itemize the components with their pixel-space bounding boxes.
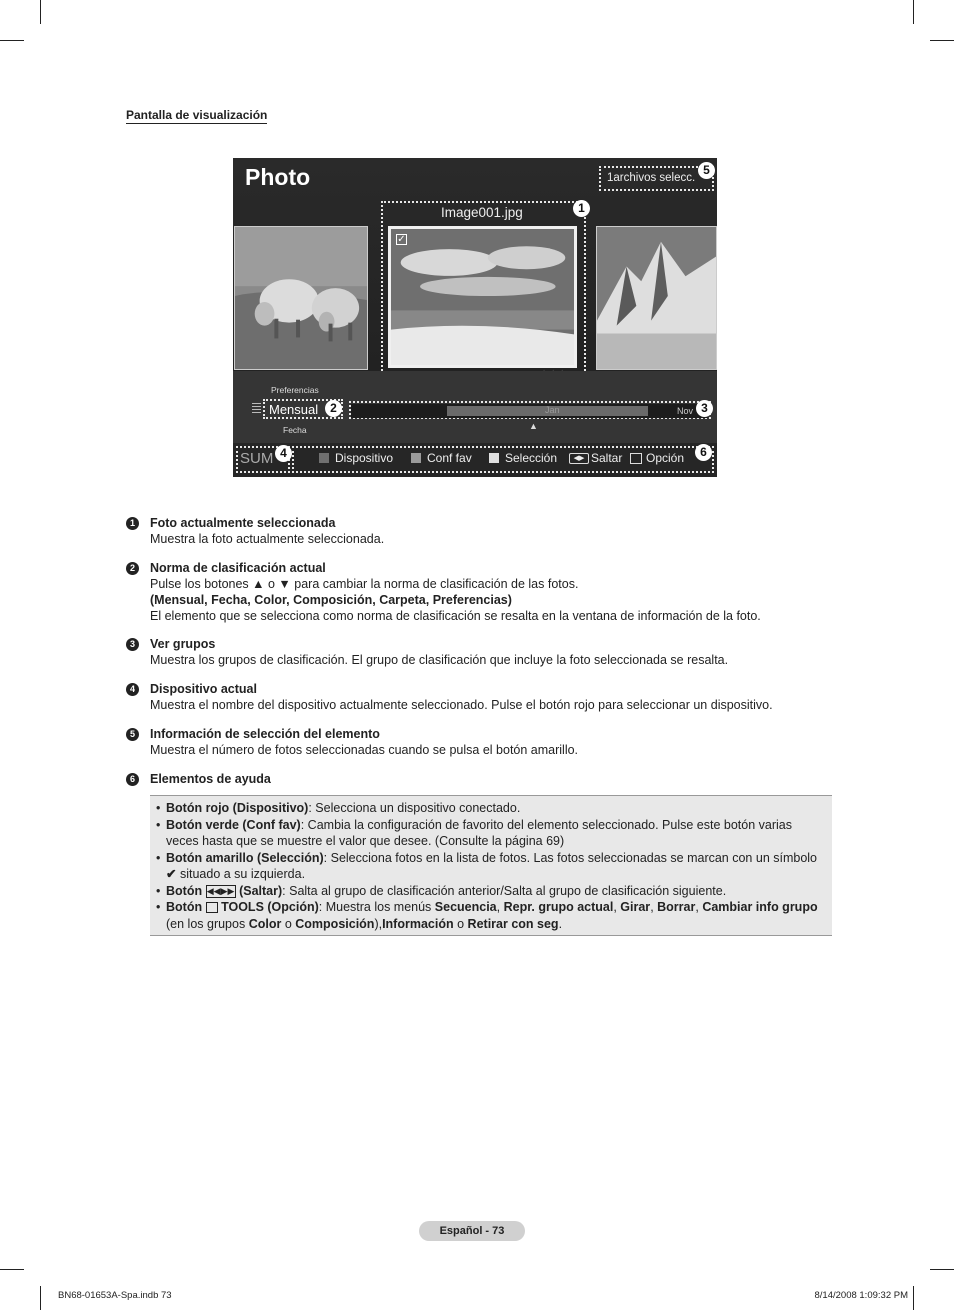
jump-button-label: Saltar <box>591 451 623 465</box>
menu-name: Secuencia <box>434 900 497 914</box>
groups-track[interactable] <box>351 404 708 418</box>
callout-1: 1 <box>573 200 590 217</box>
crop-mark <box>0 1269 24 1270</box>
option-button-help[interactable] <box>630 451 684 465</box>
skip-arrows-icon: ◀◀▶▶ <box>206 885 235 896</box>
help-item-text: : Cambia la configuración de favorito del elemento seleccionado. Pulse este botón varias veces hasta que se muestre el valor que desee. (Consulte la página 69) <box>166 817 792 848</box>
checkbox-icon[interactable]: ✓ <box>397 234 406 245</box>
help-item-text: : Selecciona un dispositivo conectado. <box>308 801 521 815</box>
help-bar <box>233 443 717 477</box>
help-item-green <box>156 817 822 850</box>
help-item-bold: TOOLS (Opción) <box>221 900 319 914</box>
tools-icon <box>630 453 642 464</box>
menu-name: Información <box>382 916 454 931</box>
up-arrow-icon: ▲ <box>529 421 538 431</box>
sort-above: Preferencias <box>271 385 319 395</box>
item-title: Dispositivo actual <box>150 682 257 696</box>
group-name: Color <box>248 916 282 931</box>
help-item-text: : Muestra los menús <box>318 900 432 914</box>
crop-mark <box>913 0 914 24</box>
green-button-icon <box>411 453 421 463</box>
option-button-label: Opción <box>646 451 685 465</box>
help-item-bold: Botón <box>166 900 203 914</box>
menu-name: Girar <box>620 900 651 914</box>
menu-name: Retirar con seg <box>467 916 559 931</box>
mountain-photo <box>597 227 716 369</box>
item-line: Muestra la foto actualmente seleccionada. <box>150 532 385 546</box>
jump-button-help[interactable] <box>569 451 622 465</box>
item-number: 4 <box>126 683 139 696</box>
crop-mark <box>930 40 954 41</box>
yellow-button-help[interactable] <box>489 451 557 465</box>
callout-4: 4 <box>275 445 292 462</box>
tools-icon <box>206 902 218 913</box>
menu-name: Repr. grupo actual <box>503 900 614 914</box>
item-number: 5 <box>126 728 139 741</box>
skip-arrows-icon: ◀▶ <box>569 453 589 464</box>
help-item-bold: (Saltar) <box>239 883 283 898</box>
help-item-text: : Salta al grupo de clasificación anterior/Salta al grupo de clasificación siguiente. <box>282 883 727 898</box>
help-item-bold: Botón <box>166 883 203 898</box>
item-title: Elementos de ayuda <box>150 772 271 786</box>
help-item-bold: Botón amarillo (Selección) <box>166 850 324 865</box>
screen-title: Photo <box>245 164 311 190</box>
help-item-text: (en los grupos <box>166 916 246 931</box>
group-name: Composición <box>295 916 375 931</box>
device-name: SUM <box>240 450 274 467</box>
selection-info <box>599 166 714 191</box>
item-title: Foto actualmente seleccionada <box>150 516 336 530</box>
list-item <box>126 560 761 624</box>
thumbnail-left[interactable] <box>234 226 368 370</box>
list-icon <box>252 403 261 415</box>
help-item-text: o <box>284 916 292 931</box>
green-button-help[interactable] <box>411 451 472 465</box>
sort-below: Fecha <box>283 425 307 435</box>
item-number: 6 <box>126 773 139 786</box>
sort-bar <box>233 371 717 443</box>
crop-mark <box>40 0 41 24</box>
list-item <box>126 771 271 787</box>
checkmark-icon: ✔ <box>166 867 177 881</box>
red-button-label: Dispositivo <box>335 451 394 465</box>
menu-name: Cambiar info grupo <box>702 900 818 914</box>
item-title: Información de selección del elemento <box>150 727 380 741</box>
page-number: Español - 73 <box>419 1221 525 1241</box>
red-button-icon <box>319 453 329 463</box>
item-number: 1 <box>126 517 139 530</box>
item-number: 2 <box>126 562 139 575</box>
item-line: (Mensual, Fecha, Color, Composición, Carpeta, Preferencias) <box>150 593 512 607</box>
help-item-text: situado a su izquierda. <box>179 867 306 881</box>
callout-5: 5 <box>698 162 715 179</box>
crop-mark <box>913 1286 914 1310</box>
crop-mark <box>40 1286 41 1310</box>
sheep-photo <box>235 227 367 369</box>
thumbnail-right[interactable] <box>596 226 717 370</box>
help-elements-box <box>150 795 832 936</box>
photo-screen <box>233 158 717 477</box>
callout-3: 3 <box>696 400 713 417</box>
current-filename: Image001.jpg <box>441 205 523 220</box>
help-item-yellow <box>156 850 822 883</box>
item-line: Pulse los botones ▲ o ▼ para cambiar la norma de clasificación de las fotos. <box>150 577 579 591</box>
crop-mark <box>930 1269 954 1270</box>
beach-photo <box>391 229 574 365</box>
item-line: Muestra los grupos de clasificación. El grupo de clasificación que incluye la foto seleccionada se resalta. <box>150 653 729 667</box>
item-line: Muestra el nombre del dispositivo actualmente seleccionado. Pulse el botón rojo para seleccionar un dispositivo. <box>150 698 773 712</box>
red-button-help[interactable] <box>319 451 393 465</box>
help-item-text: o <box>457 916 465 931</box>
help-item-bold: Botón verde (Conf fav) <box>166 817 301 832</box>
section-title: Pantalla de visualización <box>126 108 268 122</box>
help-item-text: : Selecciona fotos en la lista de fotos. Las fotos seleccionadas se marcan con un símbolo <box>323 850 818 865</box>
callout-2: 2 <box>325 400 342 417</box>
help-item-jump <box>156 883 822 900</box>
item-number: 3 <box>126 638 139 651</box>
sort-current: Mensual <box>269 402 319 417</box>
group-right: Nov <box>677 406 694 416</box>
yellow-button-icon <box>489 453 499 463</box>
list-item <box>126 515 384 547</box>
selection-info-text: 1archivos selecc. <box>607 172 696 184</box>
green-button-label: Conf fav <box>427 451 472 465</box>
callout-6: 6 <box>695 444 712 461</box>
footer-file: BN68-01653A-Spa.indb 73 <box>58 1290 172 1301</box>
list-item <box>126 636 728 668</box>
crop-mark <box>0 40 24 41</box>
help-item-tools: • Botón TOOLS (Opción): Muestra los menús Secuencia, Repr. grupo actual, Girar, Borrar, Cambiar info grupo (en los grupos Color o Composición),Información o Retirar con seg. <box>156 899 822 932</box>
item-line: Muestra el número de fotos seleccionadas cuando se pulsa el botón amarillo. <box>150 743 579 757</box>
help-item-bold: Botón rojo (Dispositivo) <box>166 801 309 815</box>
item-title: Ver grupos <box>150 637 216 651</box>
item-line: El elemento que se selecciona como norma de clasificación se resalta en la ventana de información de la foto. <box>150 609 761 623</box>
menu-name: Borrar <box>657 900 696 914</box>
list-item <box>126 726 578 758</box>
selected-photo[interactable] <box>388 226 577 368</box>
item-title: Norma de clasificación actual <box>150 561 326 575</box>
help-item-red <box>156 800 822 817</box>
yellow-button-label: Selección <box>505 451 558 465</box>
list-item <box>126 681 773 713</box>
footer-date: 8/14/2008 1:09:32 PM <box>814 1290 908 1301</box>
group-left: Jan <box>545 405 560 415</box>
